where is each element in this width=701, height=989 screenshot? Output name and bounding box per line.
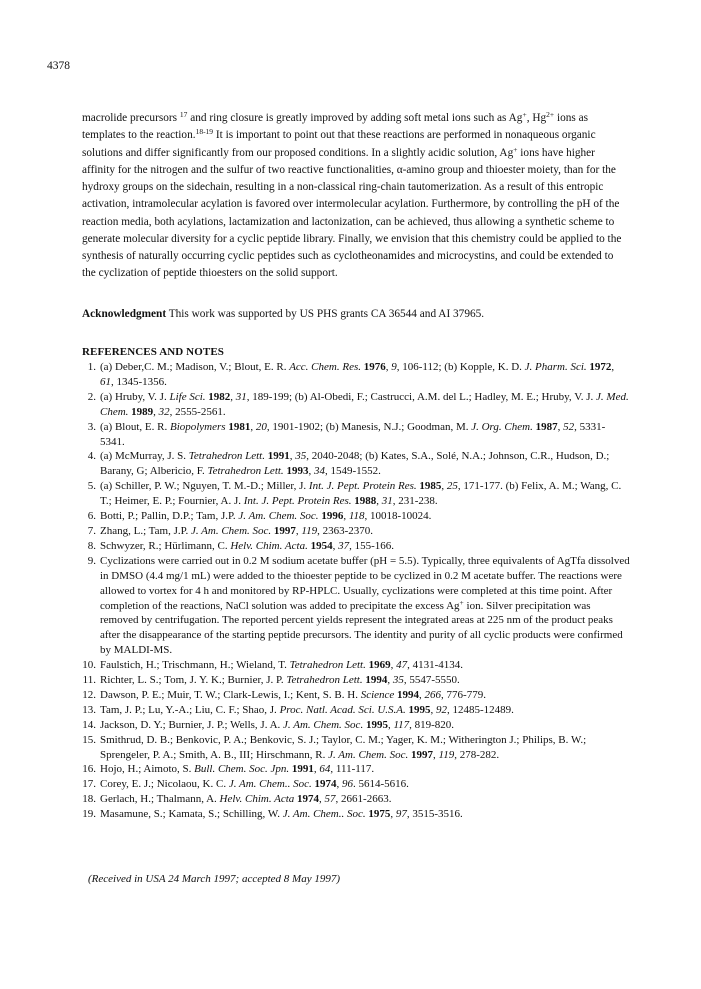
bold-year: 1991 — [289, 763, 314, 776]
text-run: , — [390, 659, 397, 672]
italic-run: Int. J. Pept. Protein Res. — [243, 495, 352, 508]
text-run: , Hg — [526, 112, 547, 124]
reference-number: 13. — [82, 703, 96, 716]
italic-run: 97 — [395, 808, 407, 821]
italic-run: Bull. Chem. Soc. Jpn. — [194, 763, 290, 776]
bold-year: 1989 — [128, 405, 154, 418]
reference-number: 11. — [82, 674, 96, 687]
bold-year: 1982 — [205, 390, 231, 403]
bold-year: 1969 — [365, 659, 391, 672]
italic-run: Helv. Chim. Acta. — [230, 539, 308, 552]
text-run: , — [343, 510, 349, 523]
reference-item — [0, 479, 630, 509]
text-run: , 2363-2370. — [317, 524, 374, 537]
reference-text — [100, 777, 630, 792]
reference-text — [100, 807, 630, 822]
reference-number: 1. — [87, 361, 96, 373]
superscript: 2+ — [546, 110, 555, 119]
reference-number: 18. — [82, 793, 96, 806]
text-run: ion. Silver precipitation was removed by centrifugation. The reported percent yields represent the integrated areas at 225 nm of the product peaks after the disappearance of the starting peptide precursors. The identity and purity of all cyclic products were confirmed by MALDI-MS. — [100, 599, 623, 657]
italic-run: 35 — [392, 674, 404, 687]
text-run: , — [611, 361, 615, 373]
text-run: , 5331-5341. — [100, 420, 606, 448]
bold-year: 1996 — [318, 510, 344, 523]
text-run: macrolide precursors — [82, 112, 180, 124]
italic-run: 64 — [319, 763, 331, 776]
text-run: Richter, L. S.; Tom, J. Y. K.; Burnier, J. P. — [100, 674, 287, 687]
text-run: , — [385, 361, 392, 373]
italic-run: J. Org. Chem. — [471, 420, 533, 433]
text-run: , — [230, 390, 236, 403]
text-run: , 231-238. — [392, 495, 438, 508]
italic-run: 20 — [255, 420, 267, 433]
text-run: Jackson, D. Y.; Burnier, J. P.; Wells, J. A. — [100, 718, 284, 731]
text-run: , 2555-2561. — [169, 405, 226, 418]
text-run: Hojo, H.; Aimoto, S. — [100, 763, 195, 776]
italic-run: 37 — [338, 539, 350, 552]
italic-run: J. Med. Chem. — [100, 390, 629, 418]
text-run: , — [319, 793, 325, 806]
text-run: , — [313, 763, 320, 776]
text-run: , 10018-10024. — [364, 510, 432, 523]
body-paragraph — [82, 110, 630, 283]
italic-run: 31 — [381, 495, 393, 508]
italic-run: Life Sci. — [169, 390, 206, 403]
bold-year: 1995 — [363, 718, 388, 731]
reference-text — [100, 390, 630, 420]
reference-item — [0, 718, 630, 733]
bold-year: 1993 — [283, 465, 309, 478]
superscript: + — [459, 597, 464, 607]
reference-item — [0, 762, 630, 777]
italic-run: 25 — [446, 480, 458, 493]
text-run: , 2661-2663. — [335, 793, 392, 806]
reference-text — [100, 524, 630, 539]
reference-item — [0, 360, 630, 390]
italic-run: 96 — [341, 778, 353, 791]
reference-number: 2. — [87, 390, 96, 403]
bold-year: 1988 — [351, 495, 377, 508]
text-run: , — [387, 718, 394, 731]
superscript: + — [522, 110, 527, 119]
references-list — [0, 360, 701, 822]
reference-item — [0, 658, 630, 673]
superscript: + — [513, 144, 518, 154]
text-run: Schwyzer, R.; Hürlimann, C. — [100, 539, 231, 552]
italic-run: J. Am. Chem. Soc. — [283, 718, 364, 731]
text-run: , — [295, 524, 302, 537]
text-run: , 776-779. — [441, 688, 486, 701]
superscript: 17 — [179, 110, 188, 119]
text-run: Corey, E. J.; Nicolaou, K. C. — [100, 778, 229, 791]
italic-run: Tetrahedron Lett. — [207, 465, 284, 478]
italic-run: 61 — [100, 375, 111, 388]
italic-run: 52 — [563, 420, 575, 433]
reference-text — [100, 718, 630, 733]
italic-run: 92 — [436, 703, 447, 716]
text-run: Smithrud, D. B.; Benkovic, P. A.; Benkovic, S. J.; Taylor, C. M.; Yager, K. M.; Witherington J.; Philips, B. W.; Sprengeler, P. A.; Smith, A. B., III; Hirschmann, R. — [100, 733, 587, 761]
text-run: . 5614-5616. — [352, 778, 409, 791]
bold-year: 1994 — [362, 674, 388, 687]
reference-text — [100, 539, 630, 554]
acknowledgment — [82, 307, 630, 322]
text-run: (a) Blout, E. R. — [100, 420, 170, 433]
text-run: , 819-820. — [409, 718, 455, 731]
text-run: (a) Hruby, V. J. — [100, 390, 170, 403]
reference-number: 5. — [87, 480, 96, 493]
reference-text — [100, 479, 630, 509]
text-run: , 1345-1356. — [111, 375, 167, 388]
italic-run: J. Pharm. Sci. — [524, 361, 587, 373]
italic-run: Helv. Chim. Acta — [219, 793, 295, 806]
italic-run: 31 — [235, 390, 247, 403]
text-run: (a) Deber,C. M.; Madison, V.; Blout, E. R. — [100, 361, 290, 373]
text-run: , — [387, 674, 393, 687]
reference-number: 3. — [87, 420, 96, 433]
text-run: , 5547-5550. — [403, 674, 460, 687]
italic-run: 9 — [391, 361, 397, 373]
reference-number: 12. — [82, 688, 96, 701]
text-run: , 171-177. (b) Felix, A. M.; Wang, C. T.; Heimer, E. P.; Fournier, A. J. — [100, 480, 622, 508]
italic-run: Tetrahedron Lett. — [188, 450, 265, 463]
text-run: , 278-282. — [454, 748, 500, 761]
text-run: , — [376, 495, 382, 508]
italic-run: Tetrahedron Lett. — [289, 659, 366, 672]
reference-number: 14. — [82, 718, 96, 731]
reference-item — [0, 733, 630, 763]
text-run: (a) McMurray, J. S. — [100, 450, 189, 463]
bold-year: 1997 — [271, 524, 296, 537]
reference-text — [100, 360, 630, 390]
reference-item — [0, 673, 630, 688]
italic-run: 119 — [438, 748, 455, 761]
reference-text — [100, 792, 630, 807]
bold-year: 1974 — [294, 793, 320, 806]
reference-text — [100, 554, 630, 658]
italic-run: Acc. Chem. Res. — [289, 361, 361, 373]
reference-item — [0, 390, 630, 420]
text-run: and ring closure is greatly improved by adding soft metal ions such as Ag — [187, 112, 523, 124]
italic-run: 57 — [324, 793, 336, 806]
italic-run: 32 — [158, 405, 170, 418]
text-run: Cyclizations were carried out in 0.2 M sodium acetate buffer (pH = 5.5). Typically, three equivalents of AgTfa dissolved in DMSO (4.4 mg/1 mL) were added to the thioester peptide to be cyclized in 0.2 M acetate buffer. The reactions were allowed to vortex for 4 h and monitored by RP-HPLC. Usually, cyclizations were completed at this time point. After completion of the reactions, NaCl solution was added to precipitate the excess Ag — [100, 554, 630, 612]
text-run: , — [441, 480, 447, 493]
bold-year: 1991 — [265, 450, 290, 463]
reference-number: 8. — [87, 539, 96, 552]
italic-run: 47 — [396, 659, 408, 672]
italic-run: 117 — [393, 718, 410, 731]
reference-text — [100, 673, 630, 688]
reference-number: 9. — [87, 554, 96, 567]
reference-text — [100, 688, 630, 703]
text-run: , 189-199; (b) Al-Obedi, F.; Castrucci, A.M. del L.; Hadley, M. E.; Hruby, V. J. — [246, 390, 597, 403]
reference-item — [0, 509, 630, 524]
reference-number: 19. — [82, 808, 96, 821]
text-run: , — [153, 405, 159, 418]
italic-run: Proc. Natl. Acad. Sci. U.S.A. — [279, 703, 406, 716]
text-run: , — [332, 539, 339, 552]
received-accepted-note: (Received in USA 24 March 1997; accepted 8 May 1997) — [88, 873, 340, 885]
reference-item — [0, 688, 630, 703]
text-run: , 3515-3516. — [406, 808, 463, 821]
italic-run: J. Am. Chem.. Soc. — [228, 778, 312, 791]
text-run: , — [419, 688, 425, 701]
bold-year: 1987 — [532, 420, 558, 433]
text-run: Tam, J. P.; Lu, Y.-A.; Liu, C. F.; Shao, J. — [100, 703, 280, 716]
text-run: , — [433, 748, 439, 761]
text-run: Botti, P.; Pallin, D.P.; Tam, J.P. — [100, 510, 239, 523]
italic-run: Science — [360, 688, 395, 701]
text-run: , 4131-4134. — [407, 659, 463, 672]
text-run: (a) Schiller, P. W.; Nguyen, T. M.-D.; Miller, J. — [100, 480, 309, 493]
reference-item — [0, 524, 630, 539]
reference-text — [100, 449, 630, 479]
reference-number: 7. — [87, 524, 96, 537]
reference-item — [0, 777, 630, 792]
reference-number: 10. — [82, 659, 96, 672]
text-run: , — [308, 465, 314, 478]
text-run: Masamune, S.; Kamata, S.; Schilling, W. — [100, 808, 283, 821]
text-run: Zhang, L.; Tam, J.P. — [100, 524, 191, 537]
reference-number: 16. — [82, 763, 96, 776]
reference-number: 4. — [87, 450, 96, 463]
reference-number: 17. — [82, 778, 96, 791]
italic-run: Tetrahedron Lett. — [286, 674, 363, 687]
text-run: ions have higher affinity for the nitrogen and the sulfur of two reactive functionalities, α-amino group and thioester moiety, than for the hydroxy groups on the sidechain, resulting in a non-classical ring-chain tautomerization. As a result of this entropic activation, intramolecular acylation is favored over intermolecular acylation. Furthermore, by controlling the pH of the reaction media, both acylations, lactamization and lactonization, can be achieved, thus allowing a synthetic scheme to generate molecular diversity for a cyclic peptide library. Finally, we envision that this chemistry could be applied to the synthesis of naturally occurring cyclic peptides such as cyclotheonamides and microcystins, and could be extended to the cyclization of peptide thioesters on the solid support. — [82, 146, 622, 280]
text-run: Dawson, P. E.; Muir, T. W.; Clark-Lewis, I.; Kent, S. B. H. — [100, 688, 361, 701]
acknowledgment-heading: Acknowledgment — [82, 308, 167, 320]
bold-year: 1976 — [360, 361, 386, 373]
reference-number: 6. — [87, 510, 96, 523]
text-run: , 155-166. — [349, 539, 394, 552]
reference-text — [100, 733, 630, 763]
bold-year: 1972 — [586, 361, 612, 373]
text-run: , — [336, 778, 342, 791]
italic-run: 119 — [301, 524, 318, 537]
italic-run: 118 — [348, 510, 365, 523]
text-run: , — [430, 703, 436, 716]
reference-item — [0, 539, 630, 554]
italic-run: J. Am. Chem. Soc. — [328, 748, 409, 761]
text-run: , — [557, 420, 564, 433]
text-run: , 111-117. — [330, 763, 375, 776]
bold-year: 1985 — [416, 480, 442, 493]
italic-run: Int. J. Pept. Protein Res. — [308, 480, 417, 493]
italic-run: 35 — [295, 450, 307, 463]
bold-year: 1954 — [307, 539, 333, 552]
text-run: It is important to point out that these reactions are performed in nonaqueous organic solutions and differ significantly from our proposed conditions. In a slightly acidic solution, Ag — [82, 129, 596, 159]
italic-run: 34 — [313, 465, 325, 478]
text-run: , 2040-2048; (b) Kates, S.A., Solé, N.A.; Johnson, C.R., Hudson, D.; Barany, G; Albericio, F. — [100, 450, 610, 478]
text-run: , 106-112; (b) Kopple, K. D. — [396, 361, 525, 373]
bold-year: 1975 — [365, 808, 391, 821]
reference-text — [100, 420, 630, 450]
reference-item — [0, 449, 630, 479]
references-heading: REFERENCES AND NOTES — [82, 346, 224, 358]
reference-item — [0, 807, 630, 822]
italic-run: 266 — [424, 688, 442, 701]
superscript: 18-19 — [195, 127, 214, 137]
text-run: , 1549-1552. — [324, 465, 381, 478]
reference-item — [0, 554, 630, 658]
bold-year: 1981 — [225, 420, 251, 433]
reference-text — [100, 658, 630, 673]
text-run: , 12485-12489. — [447, 703, 514, 716]
bold-year: 1997 — [408, 748, 434, 761]
italic-run: J. Am. Chem. Soc. — [238, 510, 319, 523]
reference-text — [100, 509, 630, 524]
reference-text — [100, 762, 630, 777]
text-run: ions as templates to the reaction. — [82, 112, 589, 142]
text-run: , 1901-1902; (b) Manesis, N.J.; Goodman, M. — [266, 420, 472, 433]
text-run: Faulstich, H.; Trischmann, H.; Wieland, T. — [100, 659, 290, 672]
text-run: Gerlach, H.; Thalmann, A. — [100, 793, 220, 806]
bold-year: 1974 — [311, 778, 337, 791]
bold-year: 1994 — [394, 688, 420, 701]
reference-number: 15. — [82, 733, 96, 746]
reference-item — [0, 792, 630, 807]
italic-run: J. Am. Chem.. Soc. — [282, 808, 366, 821]
bold-year: 1995 — [405, 703, 431, 716]
acknowledgment-text: This work was supported by US PHS grants CA 36544 and AI 37965. — [166, 308, 485, 320]
text-run: , — [289, 450, 296, 463]
italic-run: Biopolymers — [169, 420, 226, 433]
page-number: 4378 — [47, 60, 70, 72]
italic-run: J. Am. Chem. Soc. — [191, 524, 272, 537]
text-run: , — [390, 808, 396, 821]
reference-item — [0, 703, 630, 718]
text-run: , — [250, 420, 256, 433]
reference-item — [0, 420, 630, 450]
reference-text — [100, 703, 630, 718]
